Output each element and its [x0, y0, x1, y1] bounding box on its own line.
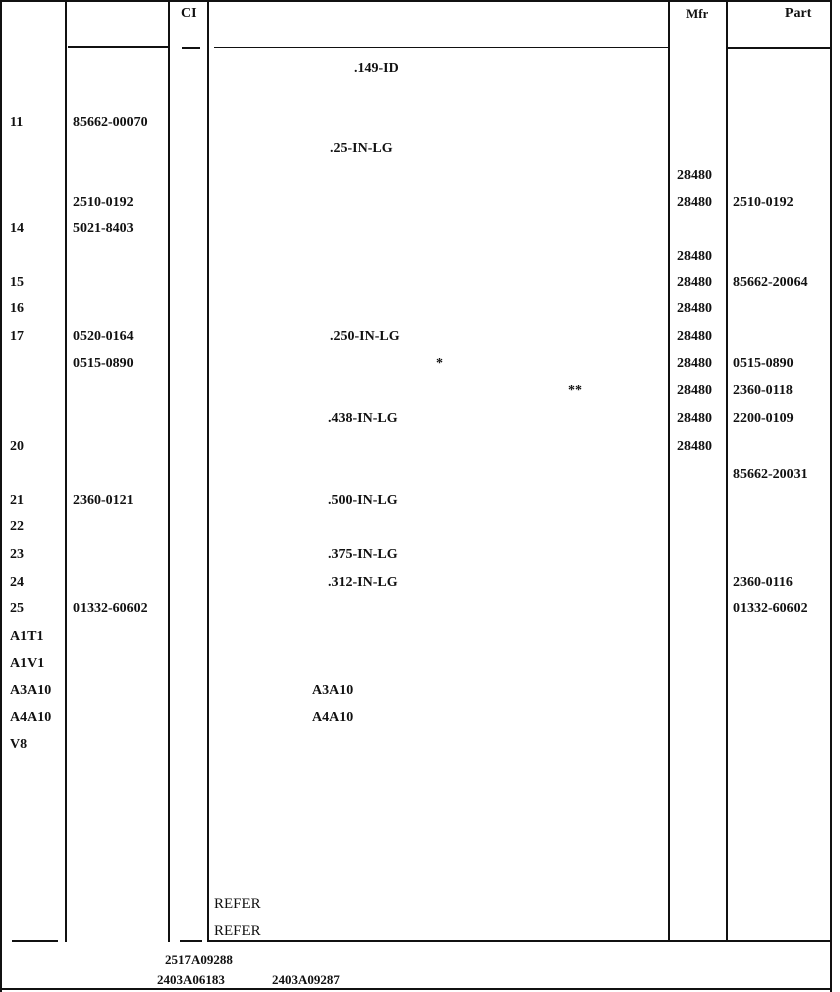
cell-ref: 11: [10, 115, 24, 130]
cell-mfr: 28480: [677, 275, 712, 290]
col-divider-2: [168, 0, 170, 942]
cell-part: 2510-0192: [73, 195, 134, 210]
cell-desc: A4A10: [312, 710, 354, 725]
refer-text: REFER: [214, 923, 261, 939]
col-divider-4: [668, 0, 670, 942]
cell-desc: .25-IN-LG: [330, 141, 393, 156]
refer-text: REFER: [214, 896, 261, 912]
cell-ref: 25: [10, 601, 24, 616]
cell-part: 0520-0164: [73, 329, 134, 344]
table-bottom-line-left: [12, 940, 58, 942]
right-border: [830, 0, 832, 992]
cell-desc: .149-ID: [354, 61, 399, 76]
footer-line2a: 2403A06183: [157, 972, 225, 987]
cell-desc: .312-IN-LG: [328, 575, 398, 590]
cell-ref: 23: [10, 547, 24, 562]
cell-mfr: 28480: [677, 195, 712, 210]
cell-mpart: 2510-0192: [733, 195, 794, 210]
cell-ref: 21: [10, 493, 24, 508]
cell-mfr: 28480: [677, 383, 712, 398]
cell-mfr: 28480: [677, 411, 712, 426]
cell-mpart: 85662-20064: [733, 275, 808, 290]
cell-desc: A3A10: [312, 683, 354, 698]
cell-mpart: 85662-20031: [733, 467, 808, 482]
cell-part: 2360-0121: [73, 493, 134, 508]
cell-ref: A4A10: [10, 710, 52, 725]
cell-ref: 17: [10, 329, 24, 344]
cell-ref: 14: [10, 221, 24, 236]
cell-ref: 16: [10, 301, 24, 316]
cell-mpart: 01332-60602: [733, 601, 808, 616]
cell-mfr: 28480: [677, 249, 712, 264]
table-bottom-line-mid: [180, 940, 202, 942]
cell-mpart: 2200-0109: [733, 411, 794, 426]
cell-ref: 15: [10, 275, 24, 290]
col-divider-1: [65, 0, 67, 942]
cell-ref: 22: [10, 519, 24, 534]
cell-desc: *: [436, 356, 443, 371]
cell-part: 5021-8403: [73, 221, 134, 236]
header-part: Part: [785, 6, 812, 21]
cell-mpart: 2360-0118: [733, 383, 793, 398]
header-mfr: Mfr: [686, 6, 708, 21]
cell-ref: 24: [10, 575, 24, 590]
cell-part: 01332-60602: [73, 601, 148, 616]
footer-line1: 2517A09288: [165, 952, 233, 967]
header-underline-cd: [182, 47, 200, 49]
cell-part: 85662-00070: [73, 115, 148, 130]
cell-ref: 20: [10, 439, 24, 454]
cell-desc: **: [568, 383, 582, 398]
cell-ref: A1V1: [10, 656, 45, 671]
cell-mfr: 28480: [677, 356, 712, 371]
header-underline-part2: [728, 47, 830, 49]
header-underline-part: [68, 46, 168, 48]
cell-mpart: 2360-0116: [733, 575, 793, 590]
bottom-border: [0, 988, 832, 990]
cell-ref: A1T1: [10, 629, 44, 644]
footer-line2b: 2403A09287: [272, 972, 340, 987]
cell-desc: .438-IN-LG: [328, 411, 398, 426]
cell-desc: .500-IN-LG: [328, 493, 398, 508]
col-divider-5: [726, 0, 728, 942]
left-border: [0, 0, 2, 992]
cell-desc: .375-IN-LG: [328, 547, 398, 562]
cell-mfr: 28480: [677, 439, 712, 454]
col-divider-3: [207, 0, 209, 942]
cell-ref: A3A10: [10, 683, 52, 698]
cell-mfr: 28480: [677, 329, 712, 344]
header-underline-desc: [214, 47, 668, 48]
cell-mfr: 28480: [677, 301, 712, 316]
cell-desc: .250-IN-LG: [330, 329, 400, 344]
cell-part: 0515-0890: [73, 356, 134, 371]
cell-mfr: 28480: [677, 168, 712, 183]
cell-ref: V8: [10, 737, 28, 752]
cell-mpart: 0515-0890: [733, 356, 794, 371]
header-cd: CI: [181, 6, 197, 21]
top-border: [0, 0, 832, 2]
table-bottom-line-right: [207, 940, 830, 942]
